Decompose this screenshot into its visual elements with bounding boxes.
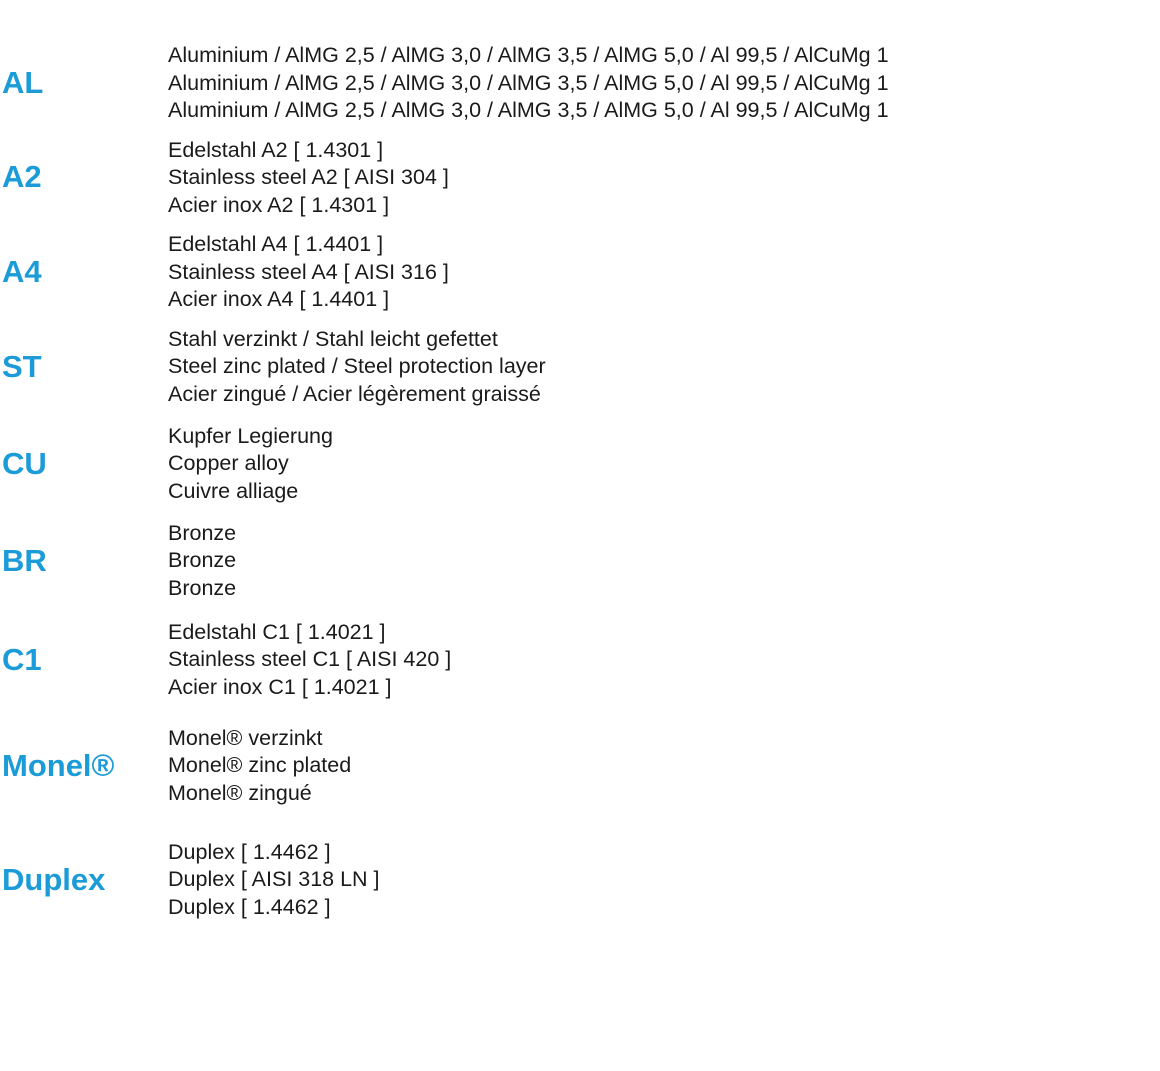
description-line-fr: Acier inox A4 [ 1.4401 ] (168, 287, 390, 311)
material-code: A2 (2, 159, 42, 194)
material-code-cell (0, 135, 168, 219)
material-description-cell (168, 617, 1160, 702)
description-line-fr: Acier inox A2 [ 1.4301 ] (168, 192, 390, 217)
material-code-cell (0, 518, 168, 604)
description-line-en: Monel® zinc plated (168, 753, 352, 777)
table-row (0, 135, 1160, 220)
description-line-en: Steel zinc plated / Steel protection layer (168, 354, 546, 378)
material-description-cell (168, 229, 1160, 314)
table-row (0, 837, 1160, 923)
material-code-cell (0, 229, 168, 313)
table-row (0, 40, 1160, 125)
material-code-cell (0, 617, 168, 703)
description-line-de: Edelstahl C1 [ 1.4021 ] (168, 619, 386, 644)
material-description-cell (168, 518, 1160, 603)
material-code-cell (0, 723, 168, 809)
material-code: ST (2, 349, 42, 384)
description-line-de: Edelstahl A4 [ 1.4401 ] (168, 232, 384, 256)
material-code: C1 (2, 642, 42, 677)
material-description-cell (168, 723, 1160, 808)
description-line-en: Copper alloy (168, 451, 289, 475)
material-description-cell (168, 421, 1160, 506)
description-line-en: Duplex [ AISI 318 LN ] (168, 867, 380, 891)
description-line-en: Stainless steel A2 [ AISI 304 ] (168, 165, 449, 189)
table-row (0, 421, 1160, 507)
description-line-fr: Aluminium / AlMG 2,5 / AlMG 3,0 / AlMG 3,5 / AlMG 5,0 / Al 99,5 / AlCuMg 1 (168, 98, 889, 122)
material-code: CU (2, 446, 47, 481)
description-line-de: Duplex [ 1.4462 ] (168, 839, 331, 864)
description-line-fr: Acier zingué / Acier légèrement graissé (168, 381, 541, 406)
material-code-cell (0, 837, 168, 923)
material-code: Monel® (2, 748, 115, 783)
material-code-cell (0, 421, 168, 507)
description-line-fr: Bronze (168, 575, 237, 600)
material-code: Duplex (2, 862, 106, 897)
material-code-cell (0, 324, 168, 410)
material-code-cell (0, 40, 168, 124)
material-legend-table (0, 40, 1160, 923)
description-line-de: Aluminium / AlMG 2,5 / AlMG 3,0 / AlMG 3,5 / AlMG 5,0 / Al 99,5 / AlCuMg 1 (168, 43, 889, 67)
description-line-en: Bronze (168, 548, 237, 572)
table-row (0, 617, 1160, 703)
description-line-fr: Monel® zingué (168, 780, 312, 805)
material-code: BR (2, 543, 47, 578)
material-description-cell (168, 135, 1160, 220)
description-line-en: Stainless steel C1 [ AISI 420 ] (168, 647, 452, 671)
material-description-cell (168, 837, 1160, 922)
description-line-de: Bronze (168, 520, 237, 545)
material-description-cell (168, 324, 1160, 409)
material-description-cell (168, 40, 1160, 125)
description-line-de: Edelstahl A2 [ 1.4301 ] (168, 137, 384, 162)
description-line-de: Stahl verzinkt / Stahl leicht gefettet (168, 326, 498, 351)
table-row (0, 518, 1160, 604)
table-row (0, 723, 1160, 809)
description-line-de: Monel® verzinkt (168, 725, 323, 750)
description-line-fr: Duplex [ 1.4462 ] (168, 894, 331, 919)
description-line-de: Kupfer Legierung (168, 423, 333, 448)
material-code: AL (2, 64, 44, 100)
material-code: A4 (2, 253, 42, 289)
description-line-en: Stainless steel A4 [ AISI 316 ] (168, 259, 449, 284)
table-row (0, 229, 1160, 314)
description-line-en: Aluminium / AlMG 2,5 / AlMG 3,0 / AlMG 3,5 / AlMG 5,0 / Al 99,5 / AlCuMg 1 (168, 70, 889, 95)
table-row (0, 324, 1160, 410)
description-line-fr: Acier inox C1 [ 1.4021 ] (168, 674, 392, 699)
description-line-fr: Cuivre alliage (168, 478, 299, 503)
